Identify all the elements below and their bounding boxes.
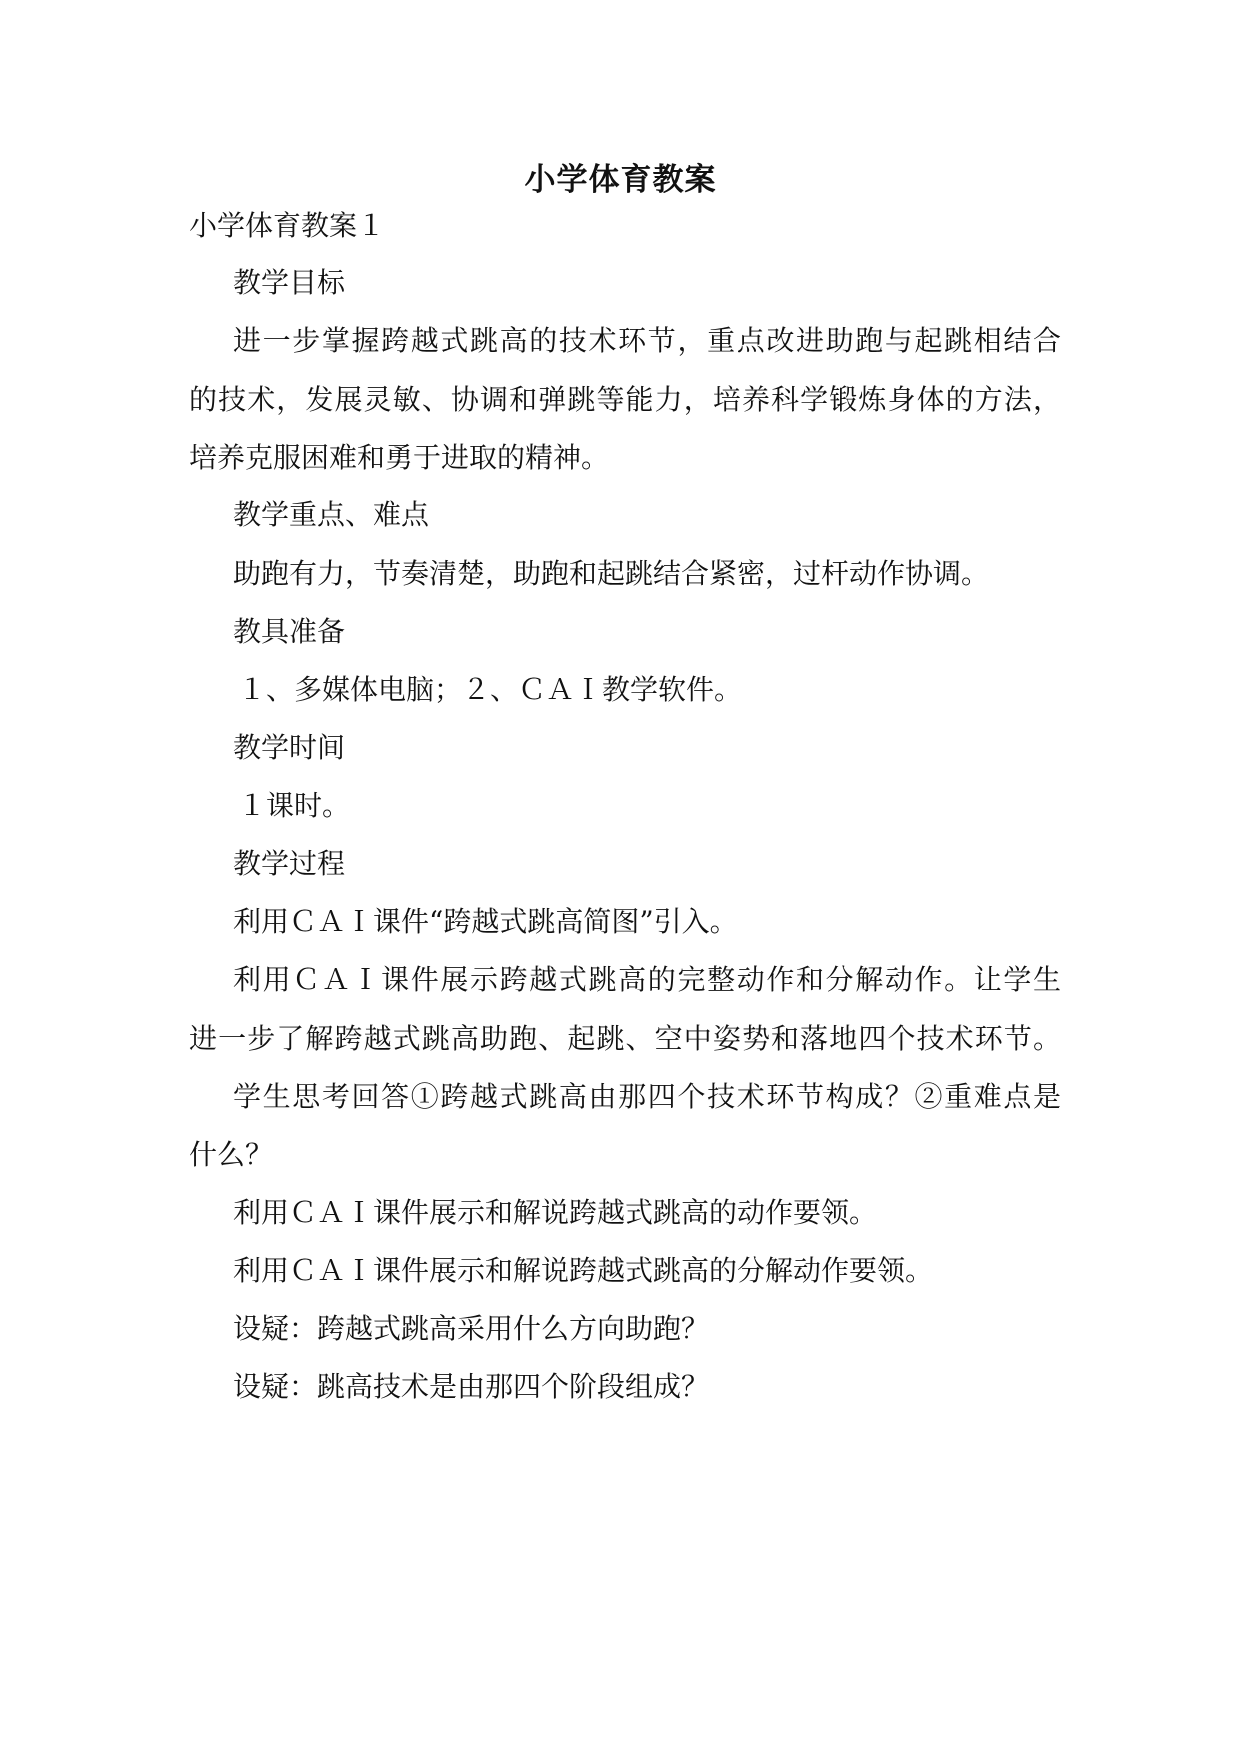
paragraph-line: 培养克服困难和勇于进取的精神。 xyxy=(189,441,610,474)
paragraph-line: 什么？ xyxy=(189,1138,274,1171)
heading-teaching-aids: 教具准备 xyxy=(233,615,346,648)
paragraph-line: 学生思考回答①跨越式跳高由那四个技术环节构成？②重难点是 xyxy=(233,1080,1061,1113)
heading-key-points: 教学重点、难点 xyxy=(233,498,430,531)
paragraph-line: 利用ＣＡＩ课件“跨越式跳高简图”引入。 xyxy=(233,905,738,938)
paragraph-line: 利用ＣＡＩ课件展示跨越式跳高的完整动作和分解动作。让学生 xyxy=(233,963,1061,996)
heading-teaching-goals: 教学目标 xyxy=(233,266,346,299)
paragraph-line: 设疑：跨越式跳高采用什么方向助跑？ xyxy=(233,1312,710,1345)
paragraph-line: １课时。 xyxy=(238,789,351,822)
paragraph-line: 的技术，发展灵敏、协调和弹跳等能力，培养科学锻炼身体的方法， xyxy=(189,383,1061,416)
paragraph-line: 进一步掌握跨越式跳高的技术环节，重点改进助跑与起跳相结合 xyxy=(233,324,1061,357)
paragraph-line: 利用ＣＡＩ课件展示和解说跨越式跳高的动作要领。 xyxy=(233,1196,878,1229)
document-title: 小学体育教案 xyxy=(524,162,717,198)
paragraph-line: １、多媒体电脑；２、ＣＡＩ教学软件。 xyxy=(238,673,743,706)
heading-teaching-process: 教学过程 xyxy=(233,847,346,880)
heading-teaching-time: 教学时间 xyxy=(233,731,346,764)
section-heading: 小学体育教案１ xyxy=(189,209,386,242)
paragraph-line: 设疑：跳高技术是由那四个阶段组成？ xyxy=(233,1370,710,1403)
paragraph-line: 助跑有力，节奏清楚，助跑和起跳结合紧密，过杆动作协调。 xyxy=(233,557,990,590)
paragraph-line: 进一步了解跨越式跳高助跑、起跳、空中姿势和落地四个技术环节。 xyxy=(189,1022,1061,1055)
paragraph-line: 利用ＣＡＩ课件展示和解说跨越式跳高的分解动作要领。 xyxy=(233,1254,934,1287)
